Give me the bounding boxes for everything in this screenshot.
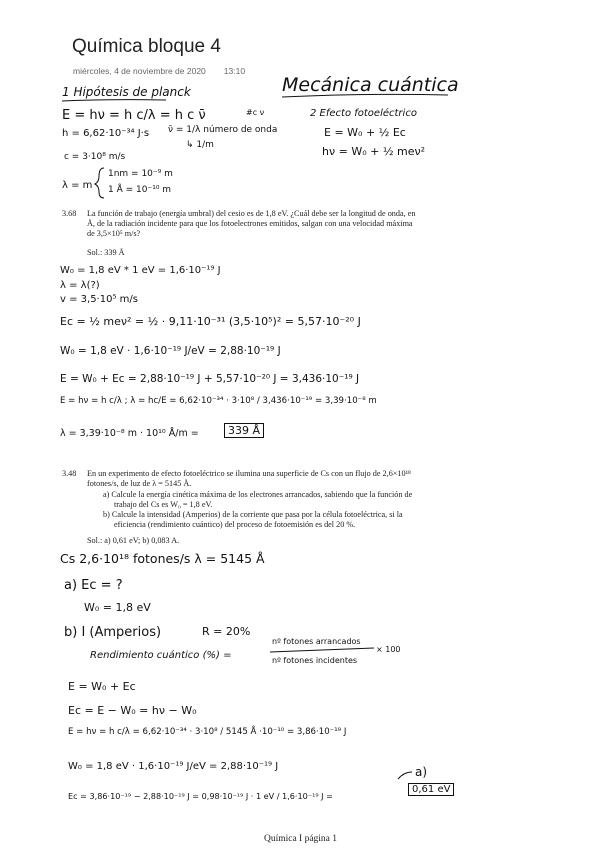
photoelectric-title: 2 Efecto fotoeléctrico: [310, 108, 417, 119]
problem2-number: 3.48: [62, 469, 77, 478]
problem1-work-7: E = hν = h c/λ ; λ = hc/E = 6,62·10⁻³⁴ · 3·10⁸ / 3,436·10⁻¹⁹ = 3,39·10⁻⁸ m: [60, 396, 377, 406]
problem1-work-6: E = W₀ + Ec = 2,88·10⁻¹⁹ J + 5,57·10⁻²⁰ J = 3,436·10⁻¹⁹ J: [60, 373, 360, 385]
notes-heading: Mecánica cuántica: [282, 74, 459, 96]
heading-underline: [282, 94, 448, 97]
problem2-part-b-2: eficiencia (rendimiento cuántico) del proceso de fotoemisión es del 20 %.: [114, 520, 356, 529]
problem1-work-8: λ = 3,39·10⁻⁸ m · 10¹⁰ Å/m =: [60, 428, 199, 439]
problem2-r: R = 20%: [202, 625, 251, 638]
planck-formula: E = hν = h c/λ = h c ν̄: [62, 108, 206, 123]
problem1-work-1: W₀ = 1,8 eV * 1 eV = 1,6·10⁻¹⁹ J: [60, 265, 221, 276]
planck-h-value: h = 6,62·10⁻³⁴ J·s: [62, 128, 150, 139]
problem1-line-1: La función de trabajo (energía umbral) del cesio es de 1,8 eV. ¿Cuál debe ser la longitud de onda, en: [87, 209, 416, 218]
planck-units-label: λ = m: [62, 180, 93, 191]
problem2-data: Cs 2,6·10¹⁸ fotones/s λ = 5145 Å: [60, 551, 265, 566]
photoelectric-formula-2: hν = W₀ + ½ meν²: [322, 145, 426, 158]
planck-title: 1 Hipótesis de planck: [62, 85, 191, 99]
problem2-ratio-den: nº fotones incidentes: [272, 656, 358, 665]
problem2-part-b-1: b) Calcule la intensidad (Amperios) de la corriente que pasa por la célula fotoeléctrica, si la: [103, 510, 403, 519]
planck-wavenumber-unit: ↳ 1/m: [186, 140, 214, 150]
answer-label-arrow: [398, 772, 412, 779]
planck-nm: 1nm = 10⁻⁹ m: [108, 169, 173, 179]
problem1-number: 3.68: [62, 209, 77, 218]
problem2-line-1: E = W₀ + Ec: [68, 680, 136, 693]
problem2-ratio-label: Rendimiento cuántico (%) =: [90, 650, 232, 661]
problem2-w0: W₀ = 1,8 eV: [84, 601, 151, 614]
units-brace: [95, 168, 104, 198]
problem2-part-a-2: trabajo del Cs es W₀ = 1,8 eV.: [114, 500, 213, 509]
problem2-line-1: En un experimento de efecto fotoeléctrico se ilumina una superficie de Cs con un flujo de 2,6×10¹⁸: [87, 469, 411, 478]
planck-angstrom: 1 Å = 10⁻¹⁰ m: [108, 185, 172, 195]
page-date: miércoles, 4 de noviembre de 2020: [73, 66, 206, 76]
problem2-b-title: b) I (Amperios): [64, 625, 162, 640]
problem2-ratio-num: nº fotones arrancados: [272, 637, 361, 646]
page-footer: Química I página 1: [263, 834, 338, 844]
problem1-work-3: v = 3,5·10⁵ m/s: [60, 294, 138, 305]
ratio-fraction-bar: [270, 648, 374, 652]
problem2-line-4: W₀ = 1,8 eV · 1,6·10⁻¹⁹ J/eV = 2,88·10⁻¹⁹ J: [68, 761, 279, 772]
problem1-line-3: de 3,5×10⁵ m/s?: [87, 229, 141, 238]
problem2-ratio-mult: × 100: [376, 645, 401, 654]
problem1-answer: 339 Å: [224, 423, 264, 438]
problem2-answer: 0,61 eV: [408, 783, 454, 796]
problem2-a-title: a) Ec = ?: [64, 578, 123, 593]
problem2-line-5: Ec = 3,86·10⁻¹⁹ − 2,88·10⁻¹⁹ J = 0,98·10⁻¹⁹ J · 1 eV / 1,6·10⁻¹⁹ J =: [68, 791, 333, 801]
problem2-line-3: E = hν = h c/λ = 6,62·10⁻³⁴ · 3·10⁸ / 5145 Å ·10⁻¹⁰ = 3,86·10⁻¹⁹ J: [68, 727, 347, 737]
problem2-line-2: fotones/s, de luz de λ = 5145 Å.: [87, 479, 192, 488]
problem1-work-4: Ec = ½ meν² = ½ · 9,11·10⁻³¹ (3,5·10⁵)² = 5,57·10⁻²⁰ J: [60, 315, 361, 328]
problem2-part-a-1: a) Calcule la energía cinética máxima de los electrones arrancados, sabiendo que la función de: [103, 490, 413, 499]
photoelectric-formula-1: E = W₀ + ½ Ec: [324, 126, 406, 139]
planck-formula-note: #c ν: [246, 108, 265, 117]
planck-wavenumber: ν̄ = 1/λ número de onda: [168, 125, 278, 135]
problem2-solution: Sol.: a) 0,61 eV; b) 0,083 A.: [87, 536, 180, 545]
page-title: Química bloque 4: [72, 36, 221, 57]
problem1-line-2: Å, de la radiación incidente para que los fotoelectrones emitidos, salgan con una velocidad máxima: [87, 219, 413, 228]
problem1-work-5: W₀ = 1,8 eV · 1,6·10⁻¹⁹ J/eV = 2,88·10⁻¹⁹ J: [60, 345, 281, 357]
problem2-answer-label: a): [415, 765, 428, 779]
planck-title-underline: [62, 100, 166, 101]
page-time: 13:10: [223, 66, 246, 76]
problem1-work-2: λ = λ(?): [60, 280, 100, 291]
problem2-line-2: Ec = E − W₀ = hν − W₀: [68, 704, 197, 717]
problem1-solution: Sol.: 339 Å: [87, 248, 125, 257]
planck-c-value: c = 3·10⁸ m/s: [64, 152, 126, 162]
